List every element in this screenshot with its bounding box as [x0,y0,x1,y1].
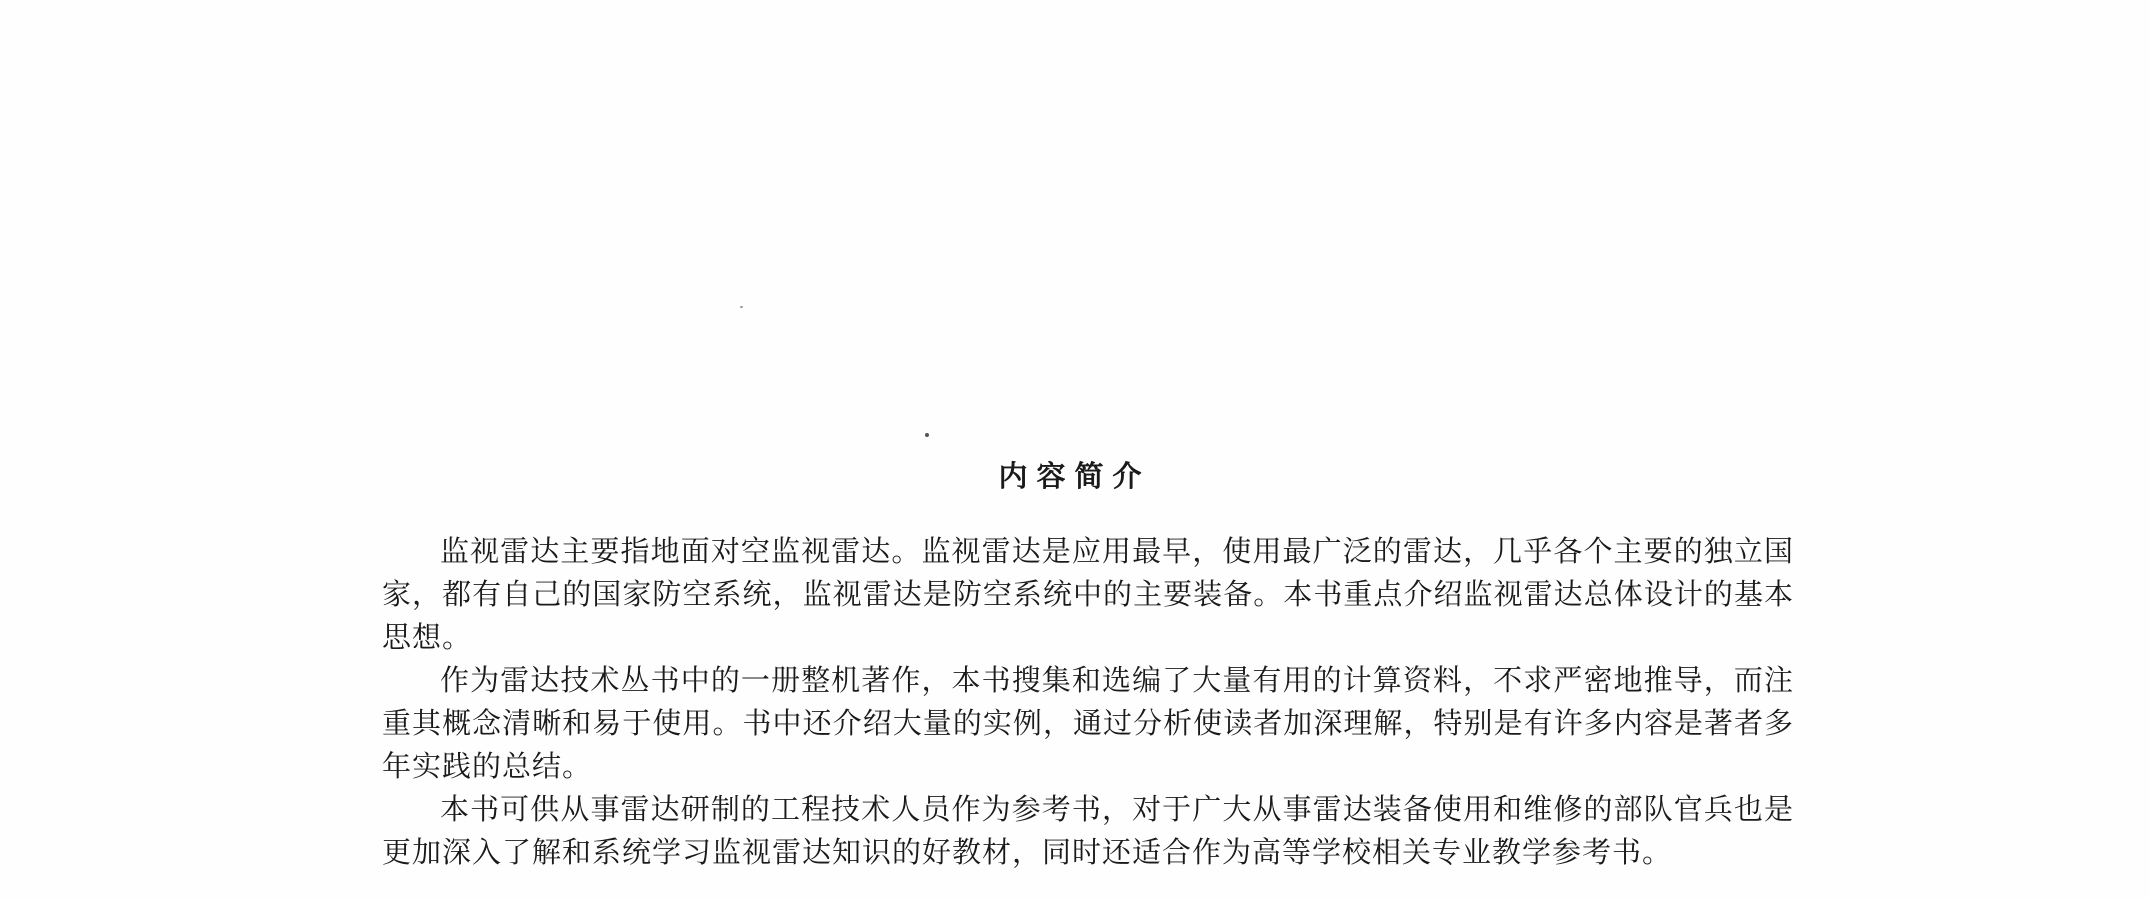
scan-speck [740,306,743,308]
paragraph: 作为雷达技术丛书中的一册整机著作，本书搜集和选编了大量有用的计算资料，不求严密地推导，而注重其概念清晰和易于使用。书中还介绍大量的实例，通过分析使读者加深理解，特别是有许多内容是著者多年实践的总结。 [382,663,1794,783]
summary-body [382,530,1794,874]
paragraph: 本书可供从事雷达研制的工程技术人员作为参考书，对于广大从事雷达装备使用和维修的部队官兵也是更加深入了解和系统学习监视雷达知识的好教材，同时还适合作为高等学校相关专业教学参考书。 [382,792,1794,869]
section-title: 内容简介 [998,459,1151,493]
scan-speck [925,433,929,437]
paragraph: 监视雷达主要指地面对空监视雷达。监视雷达是应用最早，使用最广泛的雷达，几乎各个主要的独立国家，都有自己的国家防空系统，监视雷达是防空系统中的主要装备。本书重点介绍监视雷达总体设计的基本思想。 [382,534,1794,654]
